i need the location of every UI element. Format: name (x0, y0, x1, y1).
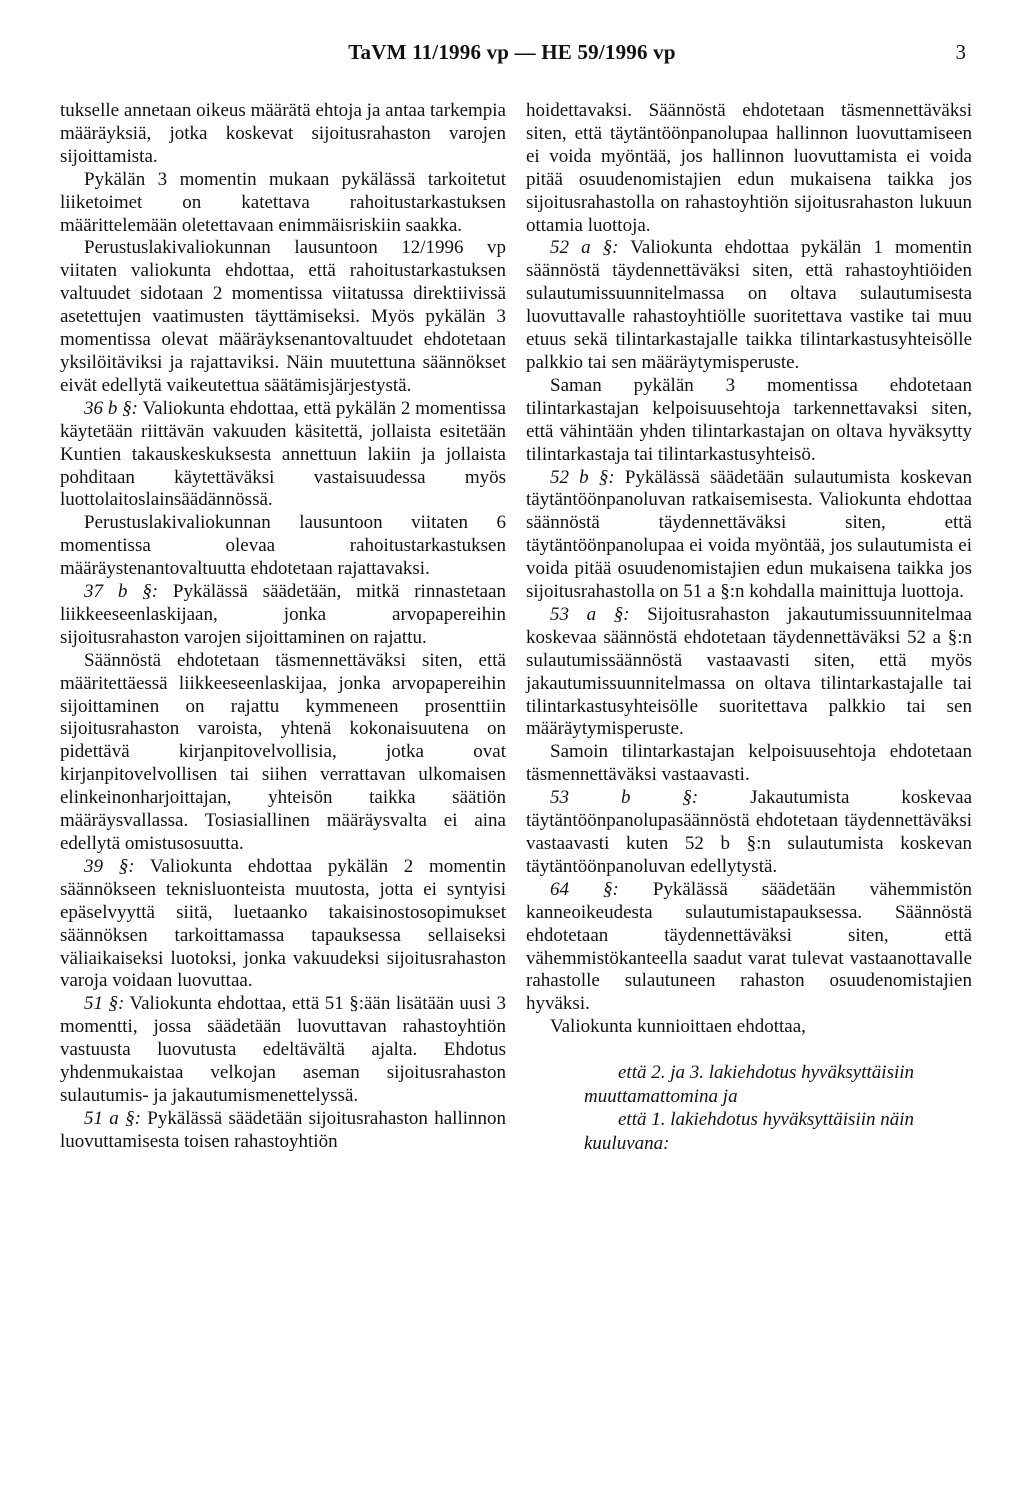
paragraph (526, 741, 972, 787)
paragraph-text: hoidettavaksi. Säännöstä ehdotetaan täsmennettäväksi siten, että täytäntöönpanolupaa hallinnon luovuttamiseen ei voida myöntää, jos hallinnon luovuttamista ei voida pitää osuudenomistajien edun mukaisena taikka jos sijoitusrahastolla on rahastoyhtiön sijoitusrahaston lukuun ottamia luottoja. (526, 100, 972, 236)
left-column (60, 100, 506, 1154)
closing-line: kuuluvana: (584, 1132, 670, 1154)
section-reference: 52 b §: (550, 466, 615, 488)
section-reference: 64 §: (550, 878, 619, 900)
paragraph (526, 237, 972, 374)
paragraph (60, 100, 506, 169)
section-reference: 51 §: (84, 993, 125, 1015)
paragraph-text: Pykälässä säädetään sulautumista koskevan täytäntöönpanoluvan ratkaisemisesta. Valiokunta ehdottaa säännöstä täydennettäväksi siten, että täytäntöönpanolupaa ei voida myöntää, jos sulautumista ei voida pitää osuudenomistajien edun mukaisena taikka jos sijoitusrahastolla on 51 a §:n kohdalla mainittuja luottoja. (526, 466, 972, 603)
closing-proposal (526, 1061, 972, 1155)
page-number: 3 (955, 40, 966, 64)
paragraph (60, 169, 506, 238)
paragraph-text: Perustuslakivaliokunnan lausuntoon viitaten 6 momentissa olevaa rahoitustarkastuksen määräystenantovaltuutta ehdotetaan rajattavaksi. (60, 512, 506, 580)
closing-line: että 1. lakiehdotus hyväksyttäisiin näin (618, 1109, 915, 1131)
paragraph-text: tukselle annetaan oikeus määrätä ehtoja ja antaa tarkempia määräyksiä, jotka koskevat sijoitusrahaston varojen sijoittamista. (60, 100, 506, 167)
right-column (526, 100, 972, 1155)
paragraph (60, 1108, 506, 1154)
paragraph (526, 1016, 972, 1039)
section-reference: 53 a §: (550, 603, 630, 625)
paragraph-text: Pykälässä säädetään, mitkä rinnastetaan liikkeeseenlaskijaan, jonka arvopapereihin sijoitusrahaston varojen sijoittaminen on rajattu. (60, 581, 507, 648)
paragraph (526, 879, 972, 1016)
paragraph-text: Jakautumista koskevaa täytäntöönpanolupasäännöstä ehdotetaan täydennettäväksi vastaavasti kuten 52 b §:n sulautumista koskevan täytäntöönpanoluvan edellytystä. (526, 787, 973, 877)
paragraph-text: Pykälän 3 momentin mukaan pykälässä tarkoitetut liiketoimet on katettava rahoitustarkastuksen määrittelemään oletettavaan enimmäisriskiin saakka. (60, 168, 506, 236)
running-head: TaVM 11/1996 vp — HE 59/1996 vp (348, 40, 676, 64)
paragraph-text: Perustuslakivaliokunnan lausuntoon 12/1996 vp viitaten valiokunta ehdottaa, että rahoitustarkastuksen valtuudet sidotaan 2 momentissa viitatussa direktiivissä asetettujen vaatimusten täyttämiseksi. Myös pykälän 3 momentissa olevat määräyksenantovaltuudet ehdotetaan yksilöitäviksi ja rajattaviksi. Näin muutettuna säännökset eivät edellytä vaikeutettua säätämisjärjestystä. (60, 237, 506, 396)
section-reference: 51 a §: (84, 1107, 141, 1129)
section-reference: 37 b §: (84, 581, 159, 603)
paragraph (60, 993, 506, 1108)
paragraph (526, 787, 972, 879)
paragraph (60, 237, 506, 397)
paragraph-text: Valiokunta ehdottaa pykälän 2 momentin säännökseen teknisluonteista muutosta, jotta ei syntyisi epäselvyyttä siitä, luetaanko takaisinostosopimukset säännöksen tarkoittamassa tapauksessa sellaiseksi väliaikaiseksi luotoksi, jonka vakuudeksi sijoitusrahaston varoja voidaan luovuttaa. (60, 855, 506, 992)
section-reference: 52 a §: (550, 237, 619, 259)
paragraph (60, 512, 506, 581)
paragraph-text: Valiokunta ehdottaa pykälän 1 momentin säännöstä täydennettäväksi siten, että rahastoyhtiöiden sulautumissuunnitelmassa on oltava sulautumisesta luovuttavalle rahastoyhtiölle suoritettava vastike tai muu etuus sekä tilintarkastajalle taikka tilintarkastusyhteisölle palkkio tai sen määräytymisperuste. (526, 237, 972, 373)
closing-line: muuttamattomina ja (584, 1085, 738, 1107)
paragraph (526, 604, 972, 741)
paragraph (526, 467, 972, 604)
paragraph-text: Valiokunta kunnioittaen ehdottaa, (550, 1016, 806, 1038)
paragraph-text: Säännöstä ehdotetaan täsmennettäväksi siten, että määritettäessä liikkeeseenlaskijaa, jonka arvopapereihin sijoittaminen on rajattu kymmeneen prosenttiin sijoitusrahaston varoista, yhtenä kokonaisuutena on pidettävä kirjanpitovelvollisia, jotka ovat kirjanpitovelvollisen tai siihen verrattavan ulkomaisen elinkeinonharjoittajan, yhteisön taikka säätiön määräysvallassa. Tosiasiallinen määräysvalta ei aina edellytä omistusosuutta. (60, 649, 506, 854)
page-header (0, 40, 1024, 76)
paragraph-text: Valiokunta ehdottaa, että 51 §:ään lisätään uusi 3 momentti, jossa säädetään luovuttavan rahastoyhtiön vastuusta luovutusta edeltävältä ajalta. Ehdotus yhdenmukaistaa velkojan aseman sijoitusrahaston sulautumis- ja jakautumismenettelyssä. (60, 993, 506, 1106)
paragraph-text: Pykälässä säädetään sijoitusrahaston hallinnon luovuttamisesta toisen rahastoyhtiön (60, 1107, 507, 1152)
paragraph (60, 650, 506, 856)
section-reference: 39 §: (84, 855, 135, 877)
paragraph-text: Sijoitusrahaston jakautumissuunnitelmaa koskevaa säännöstä ehdotetaan täydennettäväksi 52 a §:n sulautumissäännöstä vastaavasti siten, että myös jakautumissuunnitelmassa on oltava tilintarkastajalle tai tilintarkastusyhteisölle suoritettava palkkio tai sen määräytymisperuste. (526, 603, 972, 740)
paragraph-text: Saman pykälän 3 momentissa ehdotetaan tilintarkastajan kelpoisuusehtoja tarkennettavaksi siten, että vähintään yhden tilintarkastajan on oltava hyväksytty tilintarkastaja tai tilintarkastusyhteisö. (526, 374, 972, 465)
paragraph (526, 100, 972, 237)
section-reference: 36 b §: (84, 397, 139, 419)
section-reference: 53 b §: (550, 787, 699, 809)
paragraph (60, 856, 506, 993)
paragraph (526, 375, 972, 467)
paragraph (60, 581, 506, 650)
paragraph (60, 398, 506, 513)
closing-line: että 2. ja 3. lakiehdotus hyväksyttäisiin (618, 1062, 915, 1084)
paragraph-text: Pykälässä säädetään vähemmistön kanneoikeudesta sulautumistapauksessa. Säännöstä ehdotetaan täydennettäväksi siten, että vähemmistökanteella saadut varat tulevat vastaanottavalle rahastolle sulautuneen rahaston osuudenomistajien hyväksi. (526, 878, 973, 1015)
paragraph-text: Valiokunta ehdottaa, että pykälän 2 momentissa käytetään riittävän vakuuden käsitettä, jollaista esitetään Kuntien takauskeskuksesta annettuun lakiin ja jollaista pohditaan käytettäväksi vastaisuudessa myös luottolaitoslainsäädännössä. (60, 397, 506, 511)
paragraph-text: Samoin tilintarkastajan kelpoisuusehtoja ehdotetaan täsmennettäväksi vastaavasti. (526, 741, 972, 786)
